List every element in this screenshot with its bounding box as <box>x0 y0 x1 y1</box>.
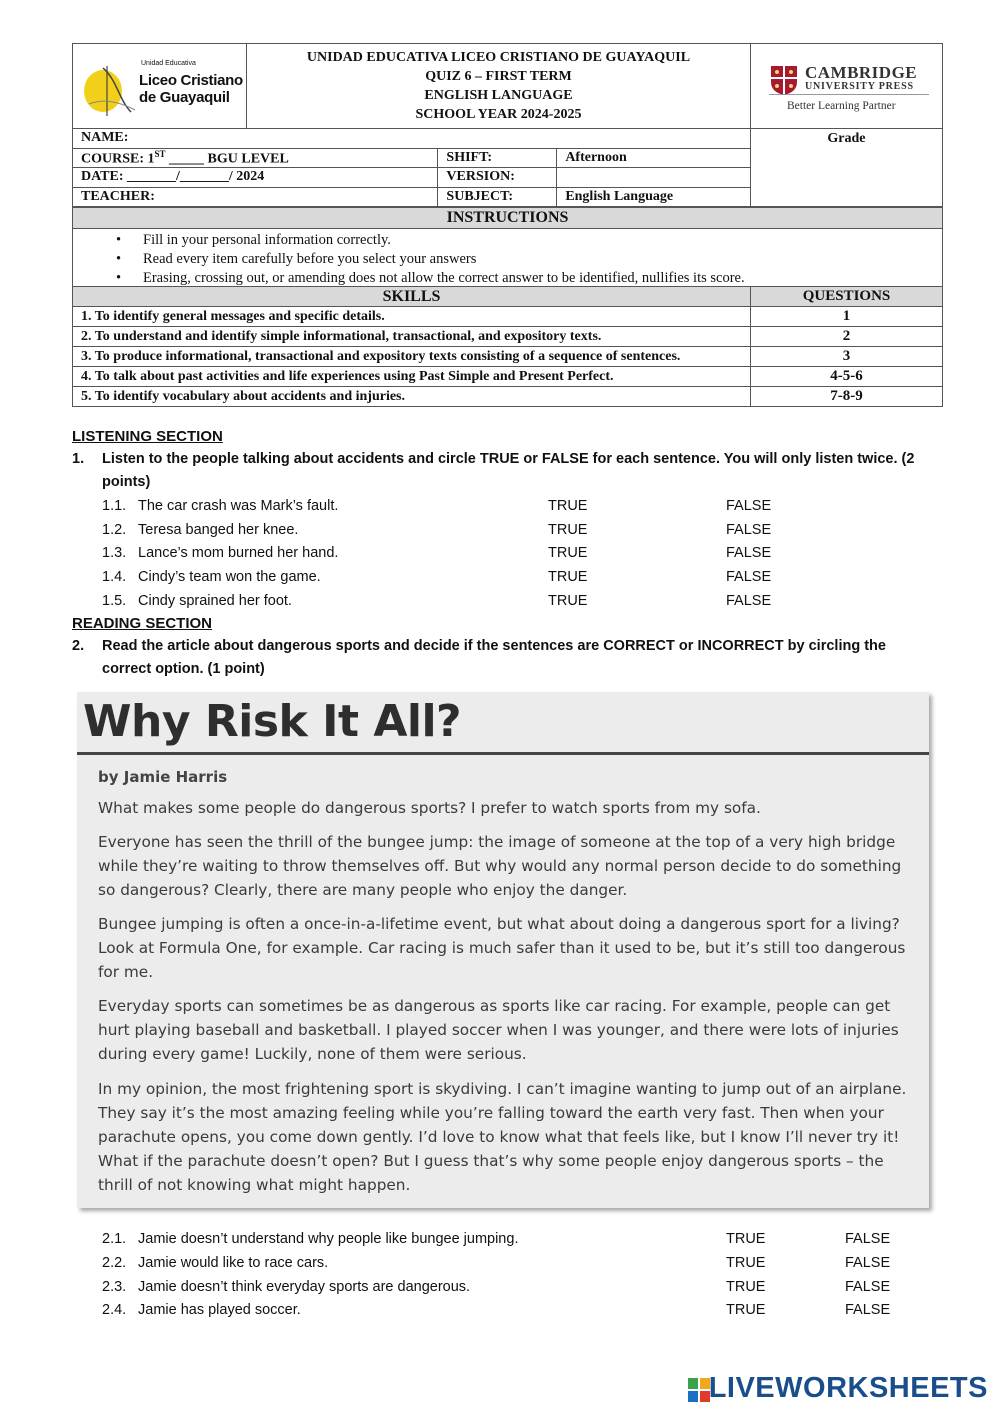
listening-item: 1.4. Cindy’s team won the game. TRUE FALSE <box>102 565 962 589</box>
subject-label: SUBJECT: <box>438 187 557 207</box>
false-option[interactable]: FALSE <box>726 593 772 609</box>
false-option[interactable]: FALSE <box>845 1302 891 1318</box>
reading-question <box>72 635 932 681</box>
skill-questions: 1 <box>751 307 943 327</box>
date-field[interactable]: DATE: _______/_______/ 2024 <box>73 168 438 188</box>
publisher-name: CAMBRIDGE <box>804 63 918 82</box>
title-line-1: UNIDAD EDUCATIVA LICEO CRISTIANO DE GUAYAQUIL <box>306 50 691 65</box>
true-option[interactable]: TRUE <box>726 1302 766 1318</box>
question-number: 1. <box>72 451 85 467</box>
version-label: VERSION: <box>438 168 557 188</box>
article-title: Why Risk It All? <box>83 696 462 747</box>
skill-questions: 7-8-9 <box>751 387 943 407</box>
subject-value: English Language <box>557 187 751 207</box>
true-option[interactable]: TRUE <box>548 545 588 561</box>
logo-line3: de Guayaquil <box>139 89 230 106</box>
skill-row: 2. To understand and identify simple informational, transactional, and expository texts. <box>73 327 751 347</box>
listening-section-title: LISTENING SECTION <box>72 428 223 445</box>
article-divider <box>77 752 929 755</box>
title-line-2: QUIZ 6 – FIRST TERM <box>425 69 572 84</box>
skills-header: SKILLS <box>73 287 751 307</box>
skill-row: 4. To talk about past activities and life experiences using Past Simple and Present Perfect. <box>73 367 751 387</box>
true-option[interactable]: TRUE <box>548 498 588 514</box>
questions-header: QUESTIONS <box>751 287 943 307</box>
shift-label: SHIFT: <box>438 148 557 168</box>
skill-questions: 4-5-6 <box>751 367 943 387</box>
question-text: Read the article about dangerous sports and decide if the sentences are CORRECT or INCORRECT by circling the correct option. (1 point) <box>102 638 886 677</box>
title-line-4: SCHOOL YEAR 2024-2025 <box>415 107 582 122</box>
true-option[interactable]: TRUE <box>548 593 588 609</box>
skill-questions: 3 <box>751 347 943 367</box>
false-option[interactable]: FALSE <box>845 1255 891 1271</box>
article-paragraph: Everyday sports can sometimes be as dangerous as sports like car racing. For example, people can get hurt playing baseball and basketball. I played soccer when I was younger, and there were lots of injuries during every game! Luckily, none of them were serious. <box>98 997 899 1063</box>
publisher-logo-cell <box>750 44 942 129</box>
skill-questions: 2 <box>751 327 943 347</box>
question-text: Listen to the people talking about accidents and circle TRUE or FALSE for each sentence. You will only listen twice. (2 points) <box>102 451 915 490</box>
grade-box[interactable]: Grade <box>750 129 942 207</box>
article-paragraph: In my opinion, the most frightening sport is skydiving. I can’t imagine wanting to jump out of an airplane. They say it’s the most amazing feeling while you’re falling toward the earth very fast. Then when your parachute opens, you come down gently. I’d love to know what that feels like, but I know I’ll never try it! What if the parachute doesn’t open? But I guess that’s why some people enjoy dangerous sports – the thrill of not knowing what might happen. <box>98 1080 907 1194</box>
logo-line2: Liceo Cristiano <box>139 72 243 89</box>
reading-item: 2.4. Jamie has played soccer. TRUE FALSE <box>102 1298 962 1322</box>
quiz-title-cell <box>246 44 750 129</box>
instruction-item: • Read every item carefully before you select your answers <box>143 250 942 269</box>
teacher-field[interactable]: TEACHER: <box>73 187 438 207</box>
course-field[interactable]: COURSE: 1ST _____ BGU LEVEL <box>73 148 438 168</box>
true-option[interactable]: TRUE <box>726 1255 766 1271</box>
version-value[interactable] <box>557 168 751 188</box>
title-line-3: ENGLISH LANGUAGE <box>424 88 573 103</box>
school-logo-cell <box>73 44 247 129</box>
school-emblem-icon <box>79 60 139 120</box>
instructions-box <box>72 207 943 290</box>
false-option[interactable]: FALSE <box>845 1231 891 1247</box>
reading-item: 2.2. Jamie would like to race cars. TRUE FALSE <box>102 1251 962 1275</box>
instructions-title: INSTRUCTIONS <box>73 208 942 229</box>
article-clipping <box>77 692 929 1208</box>
shift-value: Afternoon <box>557 148 751 168</box>
article-byline: by Jamie Harris <box>98 768 228 786</box>
cambridge-logo <box>751 44 941 128</box>
skill-row: 1. To identify general messages and specific details. <box>73 307 751 327</box>
instruction-item: • Fill in your personal information correctly. <box>143 231 942 250</box>
true-option[interactable]: TRUE <box>548 569 588 585</box>
true-option[interactable]: TRUE <box>726 1279 766 1295</box>
false-option[interactable]: FALSE <box>726 498 772 514</box>
listening-item: 1.3. Lance’s mom burned her hand. TRUE FALSE <box>102 541 962 565</box>
liveworksheets-logo: LIVEWORKSHEETS <box>708 1372 988 1404</box>
listening-item: 1.2. Teresa banged her knee. TRUE FALSE <box>102 518 962 542</box>
instructions-list <box>73 229 942 289</box>
reading-item: 2.1. Jamie doesn’t understand why people like bungee jumping. TRUE FALSE <box>102 1227 962 1251</box>
publisher-tagline: Better Learning Partner <box>786 100 896 112</box>
logo-line1: Unidad Educativa <box>141 60 196 67</box>
listening-item: 1.1. The car crash was Mark’s fault. TRUE FALSE <box>102 494 962 518</box>
false-option[interactable]: FALSE <box>726 569 772 585</box>
skills-table <box>72 286 943 407</box>
question-number: 2. <box>72 638 85 654</box>
school-logo <box>73 44 245 128</box>
publisher-sub: UNIVERSITY PRESS <box>804 81 914 92</box>
true-option[interactable]: TRUE <box>726 1231 766 1247</box>
false-option[interactable]: FALSE <box>845 1279 891 1295</box>
listening-item: 1.5. Cindy sprained her foot. TRUE FALSE <box>102 589 962 613</box>
liveworksheets-icon <box>688 1378 710 1402</box>
reading-item: 2.3. Jamie doesn’t think everyday sports are dangerous. TRUE FALSE <box>102 1275 962 1299</box>
cambridge-shield-icon <box>769 64 799 96</box>
false-option[interactable]: FALSE <box>726 545 772 561</box>
article-paragraph: Everyone has seen the thrill of the bungee jump: the image of someone at the top of a very high bridge while they’re waiting to throw themselves off. But why would any normal person decide to do something so dangerous? Clearly, there are many people who enjoy the danger. <box>98 833 902 899</box>
article-paragraph: What makes some people do dangerous sports? I prefer to watch sports from my sofa. <box>98 799 761 817</box>
article-paragraph: Bungee jumping is often a once-in-a-lifetime event, but what about doing a dangerous sport for a living? Look at Formula One, for example. Car racing is much safer than it used to be, but it’s still too dangerous for me. <box>98 915 906 981</box>
header-table <box>72 43 943 207</box>
instruction-item: • Erasing, crossing out, or amending does not allow the correct answer to be identified, nullifies its score. <box>143 269 942 288</box>
reading-section-title: READING SECTION <box>72 615 213 632</box>
listening-question <box>72 448 932 494</box>
skill-row: 5. To identify vocabulary about accidents and injuries. <box>73 387 751 407</box>
true-option[interactable]: TRUE <box>548 522 588 538</box>
name-field[interactable]: NAME: <box>73 129 751 149</box>
false-option[interactable]: FALSE <box>726 522 772 538</box>
skill-row: 3. To produce informational, transactional and expository texts consisting of a sequence of sentences. <box>73 347 751 367</box>
